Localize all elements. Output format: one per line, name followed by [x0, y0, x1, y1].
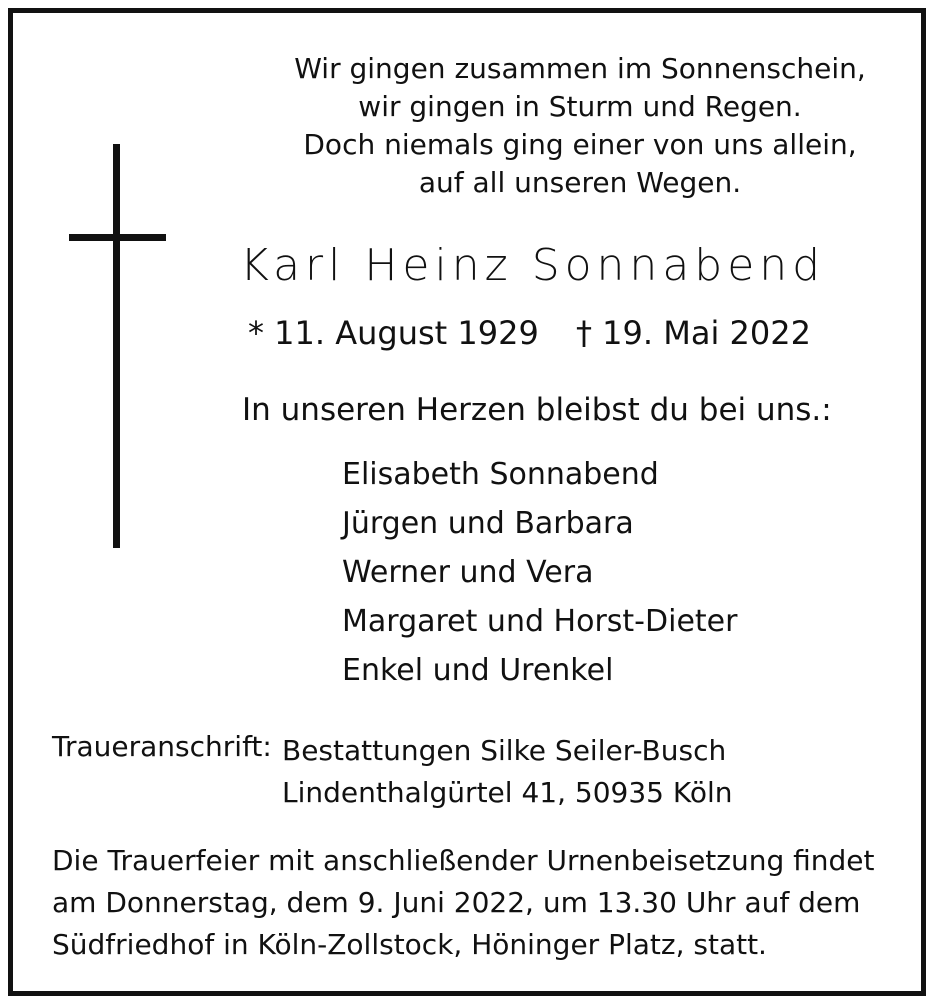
cross-icon-vertical — [113, 144, 120, 548]
family-member: Elisabeth Sonnabend — [342, 457, 659, 492]
address-block — [282, 730, 732, 814]
poem-line: Wir gingen zusammen im Sonnenschein, — [294, 52, 866, 85]
birth-date: * 11. August 1929 — [248, 314, 539, 352]
funeral-notice — [52, 840, 875, 966]
notice-line: am Donnerstag, dem 9. Juni 2022, um 13.30 Uhr auf dem — [52, 886, 861, 919]
address-label: Traueranschrift: — [52, 730, 272, 763]
family-member: Werner und Vera — [342, 555, 594, 590]
family-list — [342, 450, 737, 695]
family-member: Margaret und Horst-Dieter — [342, 604, 738, 639]
notice-line: Die Trauerfeier mit anschließender Urnenbeisetzung findet — [52, 844, 875, 877]
notice-line: Südfriedhof in Köln-Zollstock, Höninger Platz, statt. — [52, 928, 767, 961]
death-date: † 19. Mai 2022 — [576, 314, 811, 352]
cross-icon-horizontal — [69, 234, 166, 241]
deceased-name: Karl Heinz Sonnabend — [240, 240, 826, 291]
poem-line: auf all unseren Wegen. — [418, 166, 742, 199]
poem-line: Doch niemals ging einer von uns allein, — [303, 128, 857, 161]
address-line: Lindenthalgürtel 41, 50935 Köln — [282, 776, 733, 809]
poem-line: wir gingen in Sturm und Regen. — [358, 90, 802, 123]
family-member: Enkel und Urenkel — [342, 653, 614, 688]
remembrance-line: In unseren Herzen bleibst du bei uns.: — [242, 392, 832, 428]
poem — [0, 50, 930, 202]
family-member: Jürgen und Barbara — [342, 506, 634, 541]
address-line: Bestattungen Silke Seiler-Busch — [282, 734, 727, 767]
